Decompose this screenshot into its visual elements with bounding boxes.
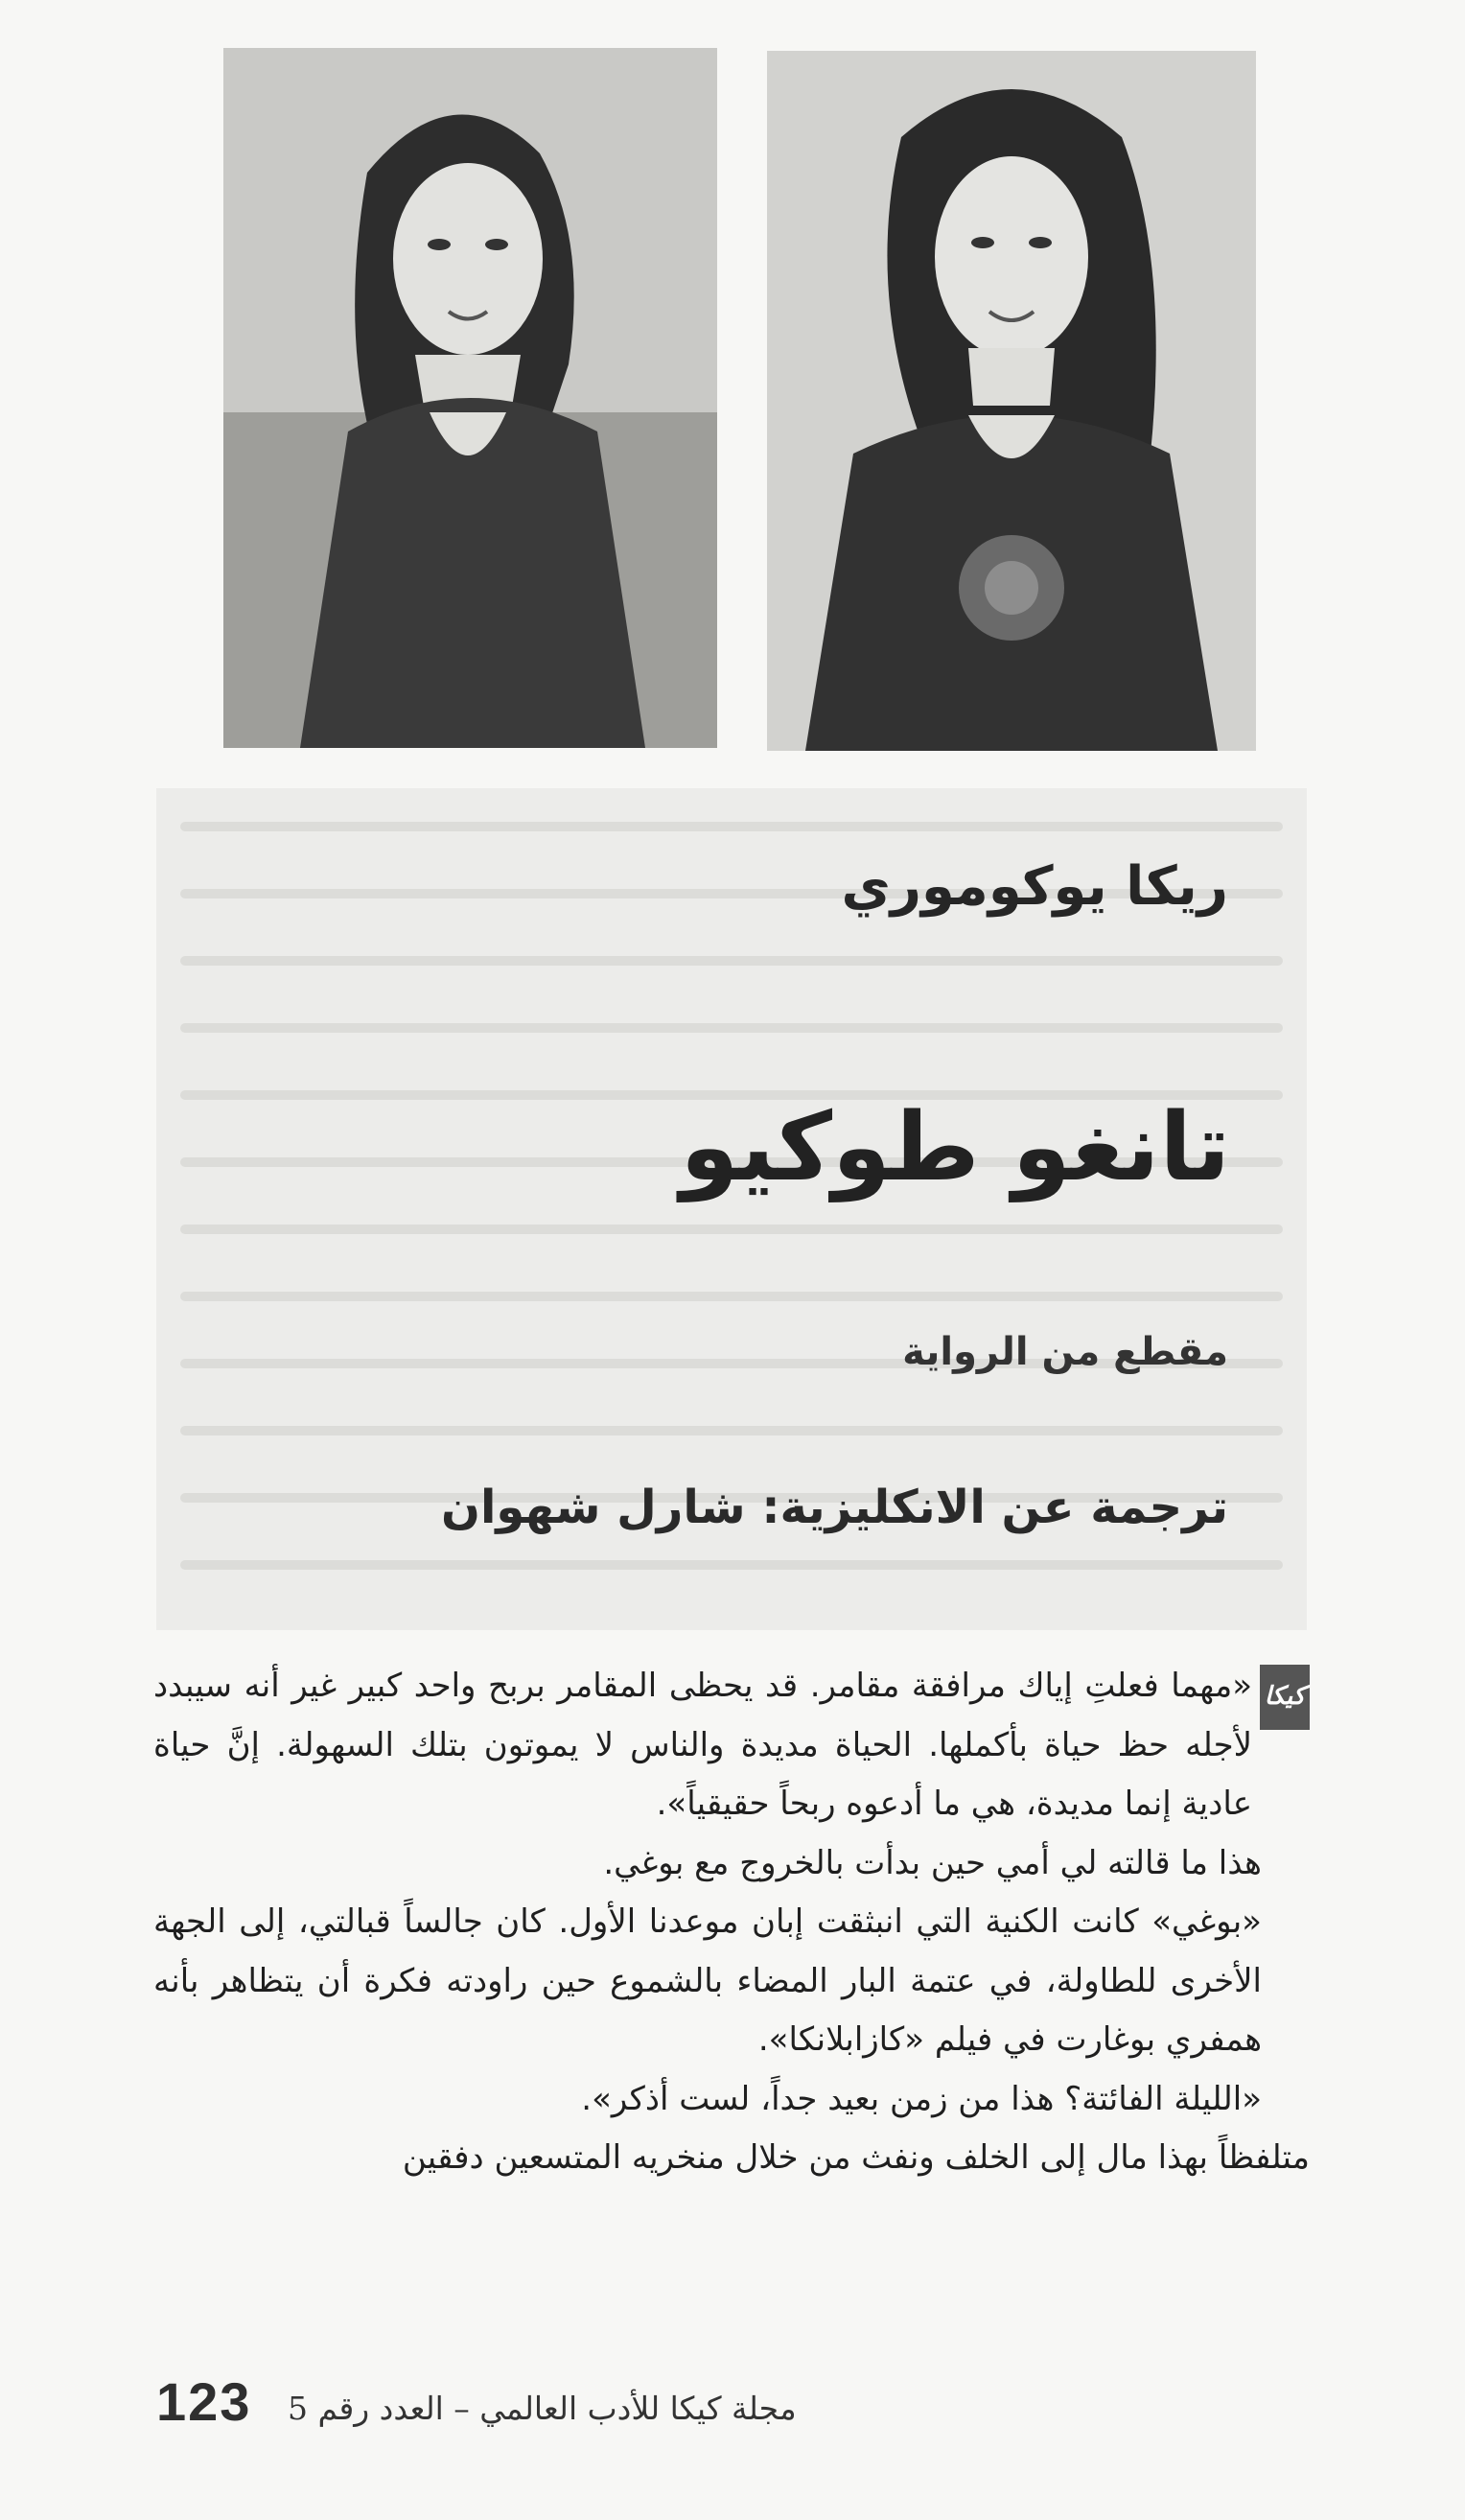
article-title: تانغو طوكيو (680, 1093, 1230, 1202)
kika-logo: كيكا (1260, 1665, 1310, 1730)
paragraph: متلفظاً بهذا مال إلى الخلف ونفث من خلال منخريه المتسعين دفقين (402, 2138, 1310, 2177)
paragraph: «مهما فعلتِ إياك مرافقة مقامر. قد يحظى المقامر بربح واحد كبير غير أنه سيبدد لأجله حظ حياة بأكملها. الحياة مديدة والناس لا يموتون بتلك السهولة. إنَّ حياة عادية إنما مديدة، هي ما أدعوه ربحاً حقيقياً». (153, 1667, 1252, 1823)
translator-credit: ترجمة عن الانكليزية: شارل شهوان (440, 1481, 1228, 1534)
article-body (153, 1657, 1310, 2188)
title-panel (156, 788, 1307, 1630)
page-number: 123 (156, 2371, 252, 2432)
author-photo-left (223, 48, 717, 748)
author-name: ريكا يوكوموري (841, 855, 1228, 918)
journal-footer: مجلة كيكا للأدب العالمي – العدد رقم 5 (288, 2390, 797, 2427)
author-photo-right (767, 51, 1256, 751)
paragraph: هذا ما قالته لي أمي حين بدأت بالخروج مع بوغي. (603, 1843, 1262, 1882)
article-subtitle: مقطع من الرواية (902, 1330, 1228, 1374)
paragraph: «بوغي» كانت الكنية التي انبثقت إبان موعدنا الأول. كان جالساً قبالتي، إلى الجهة الأخرى للطاولة، في عتمة البار المضاء بالشموع حين راودته فكرة أن يتظاهر بأنه همفري بوغارت في فيلم «كازابلانكا». (153, 1902, 1262, 2059)
paragraph: «الليلة الفائتة؟ هذا من زمن بعيد جداً، لست أذكر». (581, 2079, 1262, 2118)
